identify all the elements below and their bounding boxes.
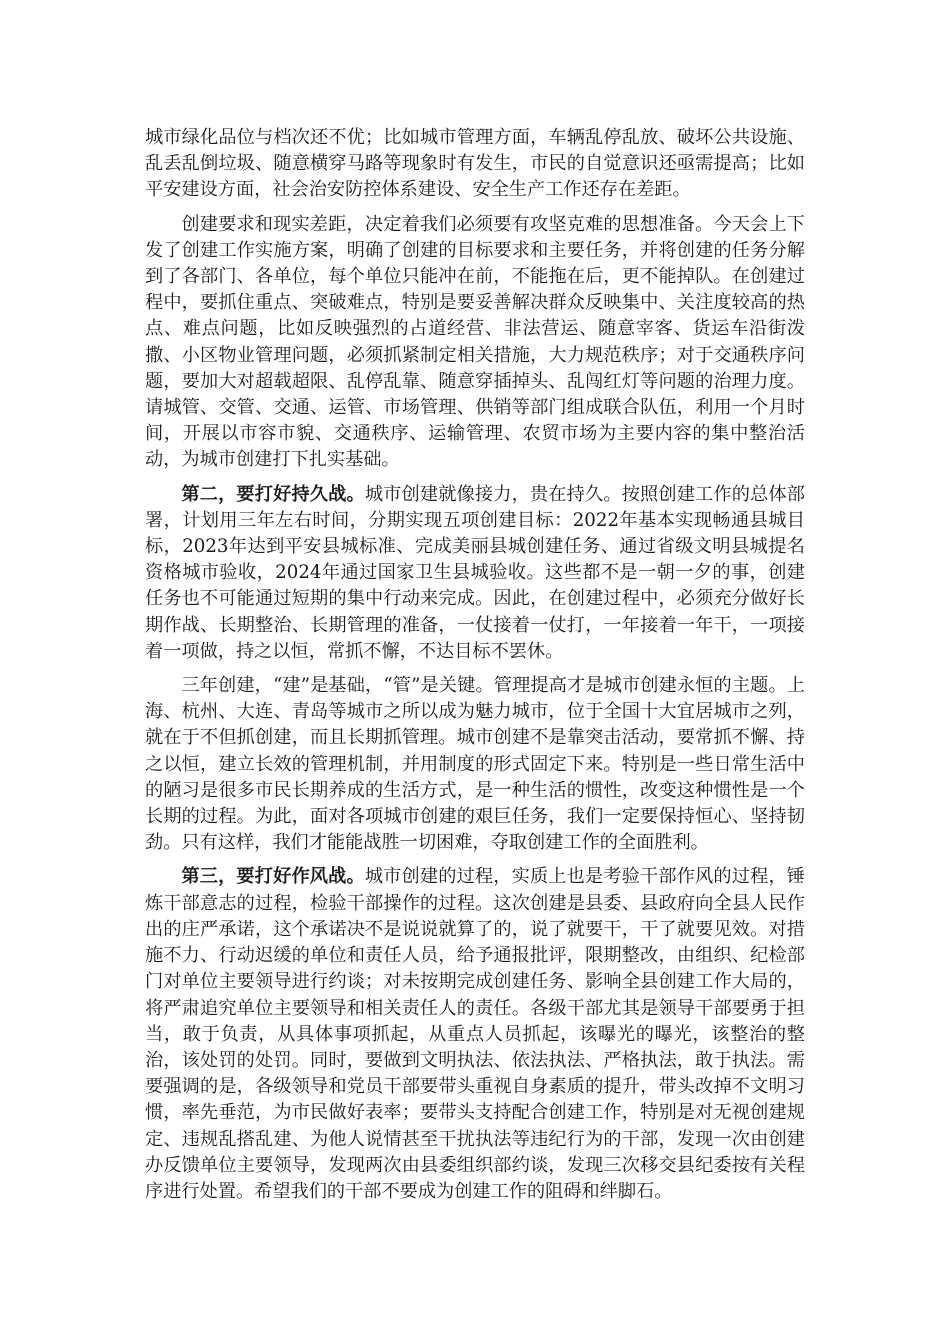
paragraph-3-text: 城市创建就像接力，贵在持久。按照创建工作的总体部署，计划用三年左右时间，分期实现五项创建目标：2022年基本实现畅通县城目标，2023年达到平安县城标准、完成美丽县城创建任务、通过省级文明县城提名资格城市验收，2024年通过国家卫生县城验收。这些都不是一朝一夕的事，创建任务也不可能通过短期的集中行动来完成。因此，在创建过程中，必须充分做好长期作战、长期整治、长期管理的准备，一仗接着一仗打，一年接着一年干，一项接着一项做，持之以恒，常抓不懈，不达目标不罢休。 [145,483,805,662]
paragraph-1-text: 城市绿化品位与档次还不优；比如城市管理方面，车辆乱停乱放、破坏公共设施、乱丢乱倒垃圾、随意横穿马路等现象时有发生，市民的自觉意识还亟需提高；比如平安建设方面，社会治安防控体系建设、安全生产工作还存在差距。 [145,127,805,201]
paragraph-5-lead: 第三，要打好作风战。 [181,866,365,888]
paragraph-2 [145,212,805,474]
document-page [145,125,805,1213]
paragraph-4-text: 三年创建，“建”是基础，“管”是关键。管理提高才是城市创建永恒的主题。上海、杭州、大连、青岛等城市之所以成为魅力城市，位于全国十大宜居城市之列，就在于不但抓创建，而且长期抓管理。城市创建不是靠突击活动，要常抓不懈、持之以恒，建立长效的管理机制，并用制度的形式固定下来。特别是一些日常生活中的陋习是很多市民长期养成的生活方式，是一种生活的惯性，改变这种惯性是一个长期的过程。为此，面对各项城市创建的艰巨任务，我们一定要保持恒心、坚持韧劲。只有这样，我们才能能战胜一切困难，夺取创建工作的全面胜利。 [145,675,805,854]
paragraph-5-text: 城市创建的过程，实质上也是考验干部作风的过程，锤炼干部意志的过程，检验干部操作的过程。这次创建是县委、县政府向全县人民作出的庄严承诺，这个承诺决不是说说就算了的，说了就要干，干了就要见效。对措施不力、行动迟缓的单位和责任人员，给予通报批评，限期整改，由组织、纪检部门对单位主要领导进行约谈；对未按期完成创建任务、影响全县创建工作大局的，将严肃追究单位主要领导和相关责任人的责任。各级干部尤其是领导干部要勇于担当，敢于负责，从具体事项抓起，从重点人员抓起，该曝光的曝光，该整治的整治，该处罚的处罚。同时，要做到文明执法、依法执法、严格执法，敢于执法。需要强调的是，各级领导和党员干部要带头重视自身素质的提升，带头改掉不文明习惯，率先垂范，为市民做好表率；要带头支持配合创建工作，特别是对无视创建规定、违规乱搭乱建、为他人说情甚至干扰执法等违纪行为的干部，发现一次由创建办反馈单位主要领导，发现两次由县委组织部约谈，发现三次移交县纪委按有关程序进行处置。希望我们的干部不要成为创建工作的阻碍和绊脚石。 [145,866,805,1202]
paragraph-1 [145,125,805,204]
paragraph-5 [145,864,805,1205]
paragraph-4 [145,673,805,856]
paragraph-2-text: 创建要求和现实差距，决定着我们必须要有攻坚克难的思想准备。今天会上下发了创建工作实施方案，明确了创建的目标要求和主要任务，并将创建的任务分解到了各部门、各单位，每个单位只能冲在前，不能拖在后，更不能掉队。在创建过程中，要抓住重点、突破难点，特别是要妥善解决群众反映集中、关注度较高的热点、难点问题，比如反映强烈的占道经营、非法营运、随意宰客、货运车沿街泼撒、小区物业管理问题，必须抓紧制定相关措施，大力规范秩序；对于交通秩序问题，要加大对超载超限、乱停乱靠、随意穿插掉头、乱闯红灯等问题的治理力度。请城管、交管、交通、运管、市场管理、供销等部门组成联合队伍，利用一个月时间，开展以市容市貌、交通秩序、运输管理、农贸市场为主要内容的集中整治活动，为城市创建打下扎实基础。 [145,213,805,471]
paragraph-3 [145,482,805,665]
paragraph-3-lead: 第二，要打好持久战。 [181,483,365,505]
